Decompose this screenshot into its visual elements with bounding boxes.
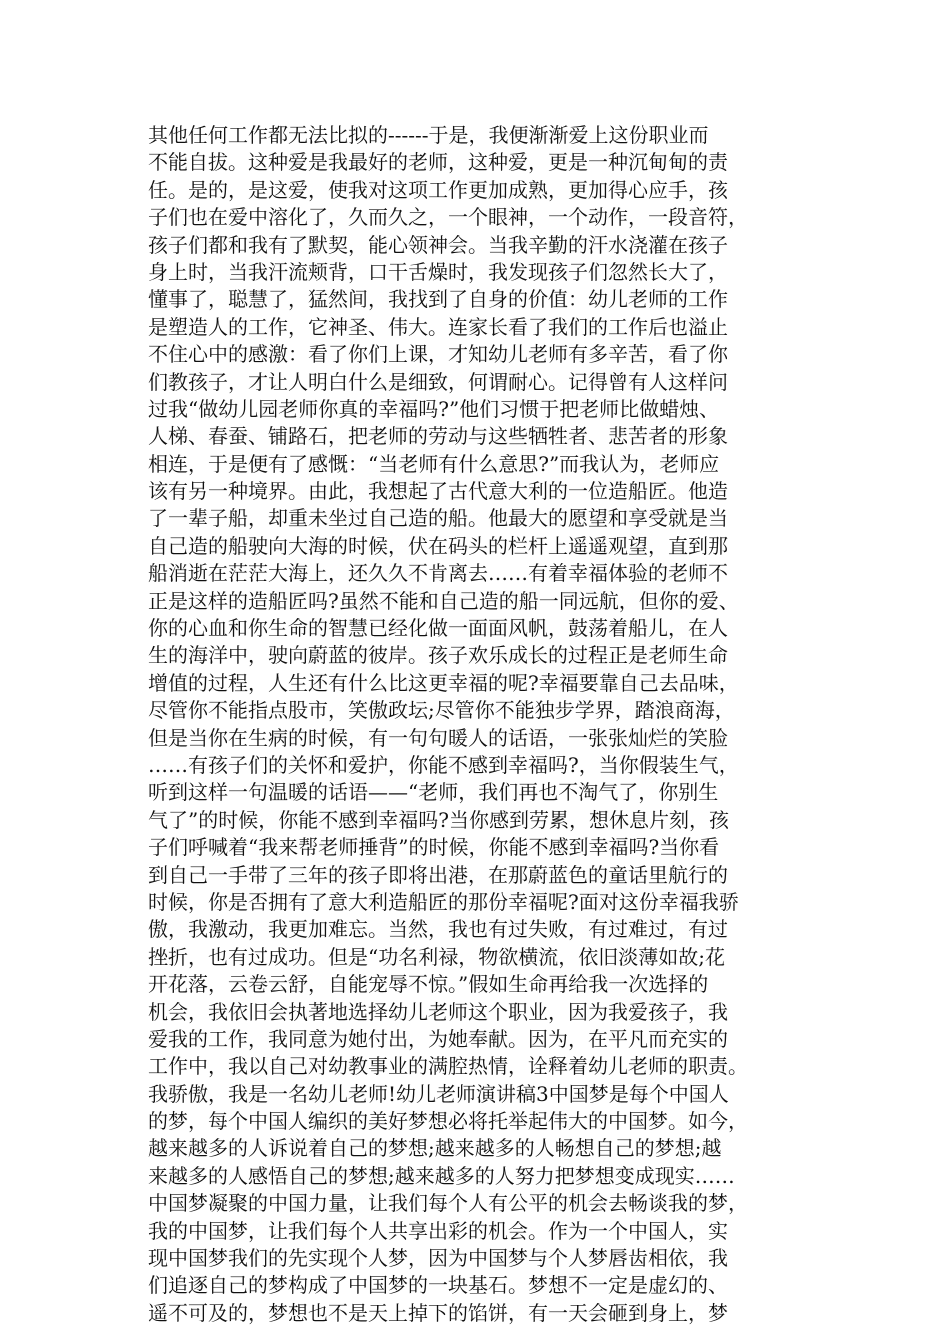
- text-line: 机会，我依旧会执著地选择幼儿老师这个职业，因为我爱孩子，我: [148, 999, 728, 1024]
- text-line: 工作中，我以自己对幼教事业的满腔热情，诠释着幼儿老师的职责。: [148, 1054, 748, 1079]
- text-line: 来越多的人感悟自己的梦想;越来越多的人努力把梦想变成现实……: [148, 1163, 735, 1188]
- text-line: ……有孩子们的关怀和爱护，你能不感到幸福吗?，当你假装生气，: [148, 752, 739, 777]
- text-line: 懂事了，聪慧了，猛然间，我找到了自身的价值：幼儿老师的工作: [148, 287, 728, 312]
- text-line: 我骄傲，我是一名幼儿老师!幼儿老师演讲稿3中国梦是每个中国人: [148, 1081, 729, 1106]
- text-line: 子们呼喊着“我来帮老师捶背”的时候，你能不感到幸福吗?当你看: [148, 835, 720, 860]
- text-line: 你的心血和你生命的智慧已经化做一面面风帆，鼓荡着船儿，在人: [148, 616, 728, 641]
- text-line: 不能自拔。这种爱是我最好的老师，这种爱，更是一种沉甸甸的责: [148, 150, 728, 175]
- text-line: 听到这样一句温暖的话语——“老师，我们再也不淘气了，你别生: [148, 780, 719, 805]
- text-line: 我的中国梦，让我们每个人共享出彩的机会。作为一个中国人，实: [148, 1218, 728, 1243]
- text-line: 身上时，当我汗流颊背，口干舌燥时，我发现孩子们忽然长大了，: [148, 259, 728, 284]
- text-line: 到自己一手带了三年的孩子即将出港，在那蔚蓝色的童话里航行的: [148, 862, 728, 887]
- text-line: 越来越多的人诉说着自己的梦想;越来越多的人畅想自己的梦想;越: [148, 1136, 722, 1161]
- text-line: 其他任何工作都无法比拟的------于是，我便渐渐爱上这份职业而: [148, 123, 709, 147]
- text-line: 人梯、春蚕、铺路石，把老师的劳动与这些牺牲者、悲苦者的形象: [148, 424, 728, 449]
- text-line: 时候，你是否拥有了意大利造船匠的那份幸福呢?面对这份幸福我骄: [148, 889, 739, 914]
- text-line: 尽管你不能指点股市，笑傲政坛;尽管你不能独步学界，踏浪商海，: [148, 698, 735, 723]
- text-line: 气了”的时候，你能不感到幸福吗?当你感到劳累，想休息片刻，孩: [148, 807, 729, 832]
- text-line: 开花落，云卷云舒，自能宠辱不惊。”假如生命再给我一次选择的: [148, 972, 709, 997]
- body-text: [148, 122, 812, 1327]
- text-line: 孩子们都和我有了默契，能心领神会。当我辛勤的汗水浇灌在孩子: [148, 232, 728, 257]
- text-line: 子们也在爱中溶化了，久而久之，一个眼神，一个动作，一段音符，: [148, 205, 748, 230]
- text-line: 们追逐自己的梦构成了中国梦的一块基石。梦想不一定是虚幻的、: [148, 1273, 728, 1298]
- text-line: 遥不可及的，梦想也不是天上掉下的馅饼，有一天会砸到身上，梦: [148, 1300, 728, 1325]
- text-line: 但是当你在生病的时候，有一句句暖人的话语，一张张灿烂的笑脸: [148, 725, 728, 750]
- text-line: 船消逝在茫茫大海上，还久久不肯离去……有着幸福体验的老师不: [148, 561, 728, 586]
- text-line: 过我“做幼儿园老师你真的幸福吗?”他们习惯于把老师比做蜡烛、: [148, 396, 720, 421]
- text-line: 增值的过程，人生还有什么比这更幸福的呢?幸福要靠自己去品味，: [148, 670, 739, 695]
- text-line: 是塑造人的工作，它神圣、伟大。连家长看了我们的工作后也溢止: [148, 314, 728, 339]
- text-line: 傲，我激动，我更加难忘。当然，我也有过失败，有过难过，有过: [148, 917, 728, 942]
- text-line: 正是这样的造船匠吗?虽然不能和自己造的船一同远航，但你的爱、: [148, 588, 739, 613]
- text-line: 的梦，每个中国人编织的美好梦想必将托举起伟大的中国梦。如今，: [148, 1109, 748, 1134]
- text-line: 相连，于是便有了感慨：“当老师有什么意思?”而我认为，老师应: [148, 451, 720, 476]
- text-line: 了一辈子船，却重未坐过自己造的船。他最大的愿望和享受就是当: [148, 506, 728, 531]
- text-line: 挫折，也有过成功。但是“功名利禄，物欲横流，依旧淡薄如故;花: [148, 944, 725, 969]
- text-line: 现中国梦我们的先实现个人梦，因为中国梦与个人梦唇齿相依，我: [148, 1246, 728, 1271]
- text-line: 不住心中的感激：看了你们上课，才知幼儿老师有多辛苦，看了你: [148, 342, 728, 367]
- text-line: 爱我的工作，我同意为她付出，为她奉献。因为，在平凡而充实的: [148, 1026, 728, 1051]
- text-line: 中国梦凝聚的中国力量，让我们每个人有公平的机会去畅谈我的梦，: [148, 1191, 748, 1216]
- text-line: 任。是的，是这爱，使我对这项工作更加成熟，更加得心应手，孩: [148, 177, 728, 202]
- text-line: 该有另一种境界。由此，我想起了古代意大利的一位造船匠。他造: [148, 479, 728, 504]
- text-line: 生的海洋中，驶向蔚蓝的彼岸。孩子欢乐成长的过程正是老师生命: [148, 643, 728, 668]
- text-line: 自己造的船驶向大海的时候，伏在码头的栏杆上遥遥观望，直到那: [148, 533, 728, 558]
- text-line: 们教孩子，才让人明白什么是细致，何谓耐心。记得曾有人这样问: [148, 369, 728, 394]
